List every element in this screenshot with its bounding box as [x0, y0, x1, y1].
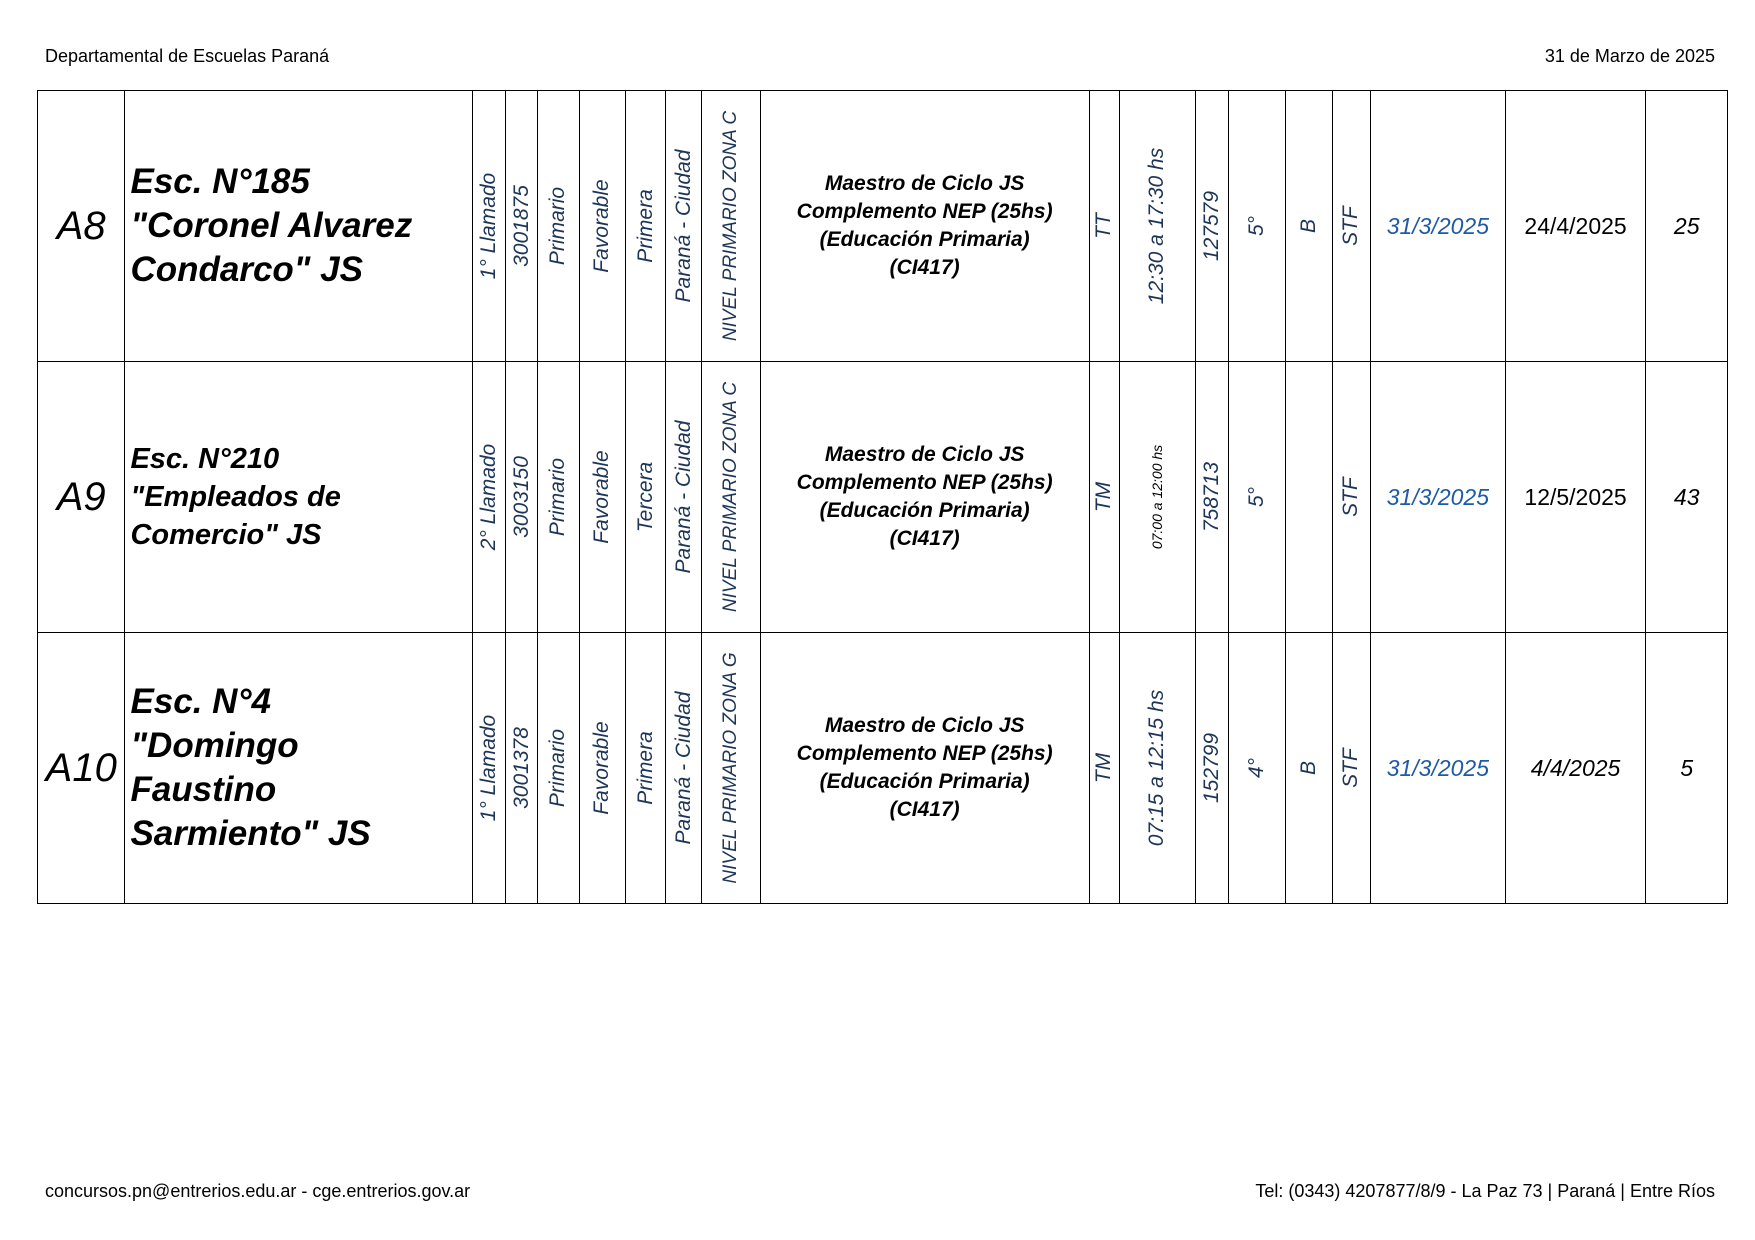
situacion-cell: STF [1332, 362, 1370, 633]
numero-cell: 3001378 [506, 633, 537, 904]
fecha-hasta: 12/5/2025 [1505, 362, 1646, 633]
horario-cell: 07:15 a 12:15 hs [1119, 633, 1195, 904]
turno-cell: TM [1089, 362, 1119, 633]
seccion-cell: B [1285, 91, 1332, 362]
header-date: 31 de Marzo de 2025 [1544, 46, 1715, 66]
footer-address: Tel: (0343) 4207877/8/9 - La Paz 73 | Paraná | Entre Ríos [1255, 1181, 1715, 1201]
cargo-cell: Maestro de Ciclo JS Complemento NEP (25hs) (Educación Primaria) (CI417) [760, 633, 1089, 904]
table-row [38, 362, 1728, 633]
footer-contact: concursos.pn@entrerios.edu.ar - cge.entrerios.gov.ar [45, 1181, 471, 1201]
vacancies-table [37, 90, 1728, 904]
situacion-cell: STF [1332, 91, 1370, 362]
nivel-cell: Primario [537, 91, 579, 362]
seccion-cell [1285, 362, 1332, 633]
fecha-hasta: 24/4/2025 [1505, 91, 1646, 362]
fecha-publicacion: 31/3/2025 [1371, 633, 1506, 904]
localidad-cell: Paraná - Ciudad [666, 362, 702, 633]
ubicacion-cell: Favorable [579, 633, 625, 904]
header-institution: Departamental de Escuelas Paraná [45, 46, 330, 66]
numero-cell: 3003150 [506, 362, 537, 633]
situacion-cell: STF [1332, 633, 1370, 904]
table-row [38, 91, 1728, 362]
categoria-cell: Primera [626, 91, 666, 362]
horario-cell: 07:00 a 12:00 hs [1119, 362, 1195, 633]
dias-cell: 25 [1646, 91, 1728, 362]
ubicacion-cell: Favorable [579, 362, 625, 633]
nivel-cell: Primario [537, 362, 579, 633]
llamado-cell: 1° Llamado [473, 633, 506, 904]
localidad-cell: Paraná - Ciudad [666, 91, 702, 362]
row-code: A9 [38, 362, 125, 633]
grado-cell: 4° [1229, 633, 1285, 904]
turno-cell: TM [1089, 633, 1119, 904]
school-name: Esc. N°185 "Coronel Alvarez Condarco" JS [125, 91, 473, 362]
nivel-cell: Primario [537, 633, 579, 904]
zona-cell: NIVEL PRIMARIO ZONA C [702, 362, 760, 633]
table-row [38, 633, 1728, 904]
dias-cell: 43 [1646, 362, 1728, 633]
school-name: Esc. N°210 "Empleados de Comercio" JS [125, 362, 473, 633]
zona-cell: NIVEL PRIMARIO ZONA G [702, 633, 760, 904]
turno-cell: TT [1089, 91, 1119, 362]
fecha-publicacion: 31/3/2025 [1371, 91, 1506, 362]
cod-cell: 758713 [1196, 362, 1229, 633]
llamado-cell: 2° Llamado [473, 362, 506, 633]
cargo-cell: Maestro de Ciclo JS Complemento NEP (25hs) (Educación Primaria) (CI417) [760, 91, 1089, 362]
fecha-publicacion: 31/3/2025 [1371, 362, 1506, 633]
grado-cell: 5° [1229, 362, 1285, 633]
horario-cell: 12:30 a 17:30 hs [1119, 91, 1195, 362]
localidad-cell: Paraná - Ciudad [666, 633, 702, 904]
categoria-cell: Primera [626, 633, 666, 904]
ubicacion-cell: Favorable [579, 91, 625, 362]
grado-cell: 5° [1229, 91, 1285, 362]
numero-cell: 3001875 [506, 91, 537, 362]
dias-cell: 5 [1646, 633, 1728, 904]
cod-cell: 152799 [1196, 633, 1229, 904]
school-name: Esc. N°4 "Domingo Faustino Sarmiento" JS [125, 633, 473, 904]
cargo-cell: Maestro de Ciclo JS Complemento NEP (25hs) (Educación Primaria) (CI417) [760, 362, 1089, 633]
cod-cell: 127579 [1196, 91, 1229, 362]
categoria-cell: Tercera [626, 362, 666, 633]
seccion-cell: B [1285, 633, 1332, 904]
fecha-hasta: 4/4/2025 [1505, 633, 1646, 904]
row-code: A8 [38, 91, 125, 362]
llamado-cell: 1° Llamado [473, 91, 506, 362]
zona-cell: NIVEL PRIMARIO ZONA C [702, 91, 760, 362]
row-code: A10 [38, 633, 125, 904]
